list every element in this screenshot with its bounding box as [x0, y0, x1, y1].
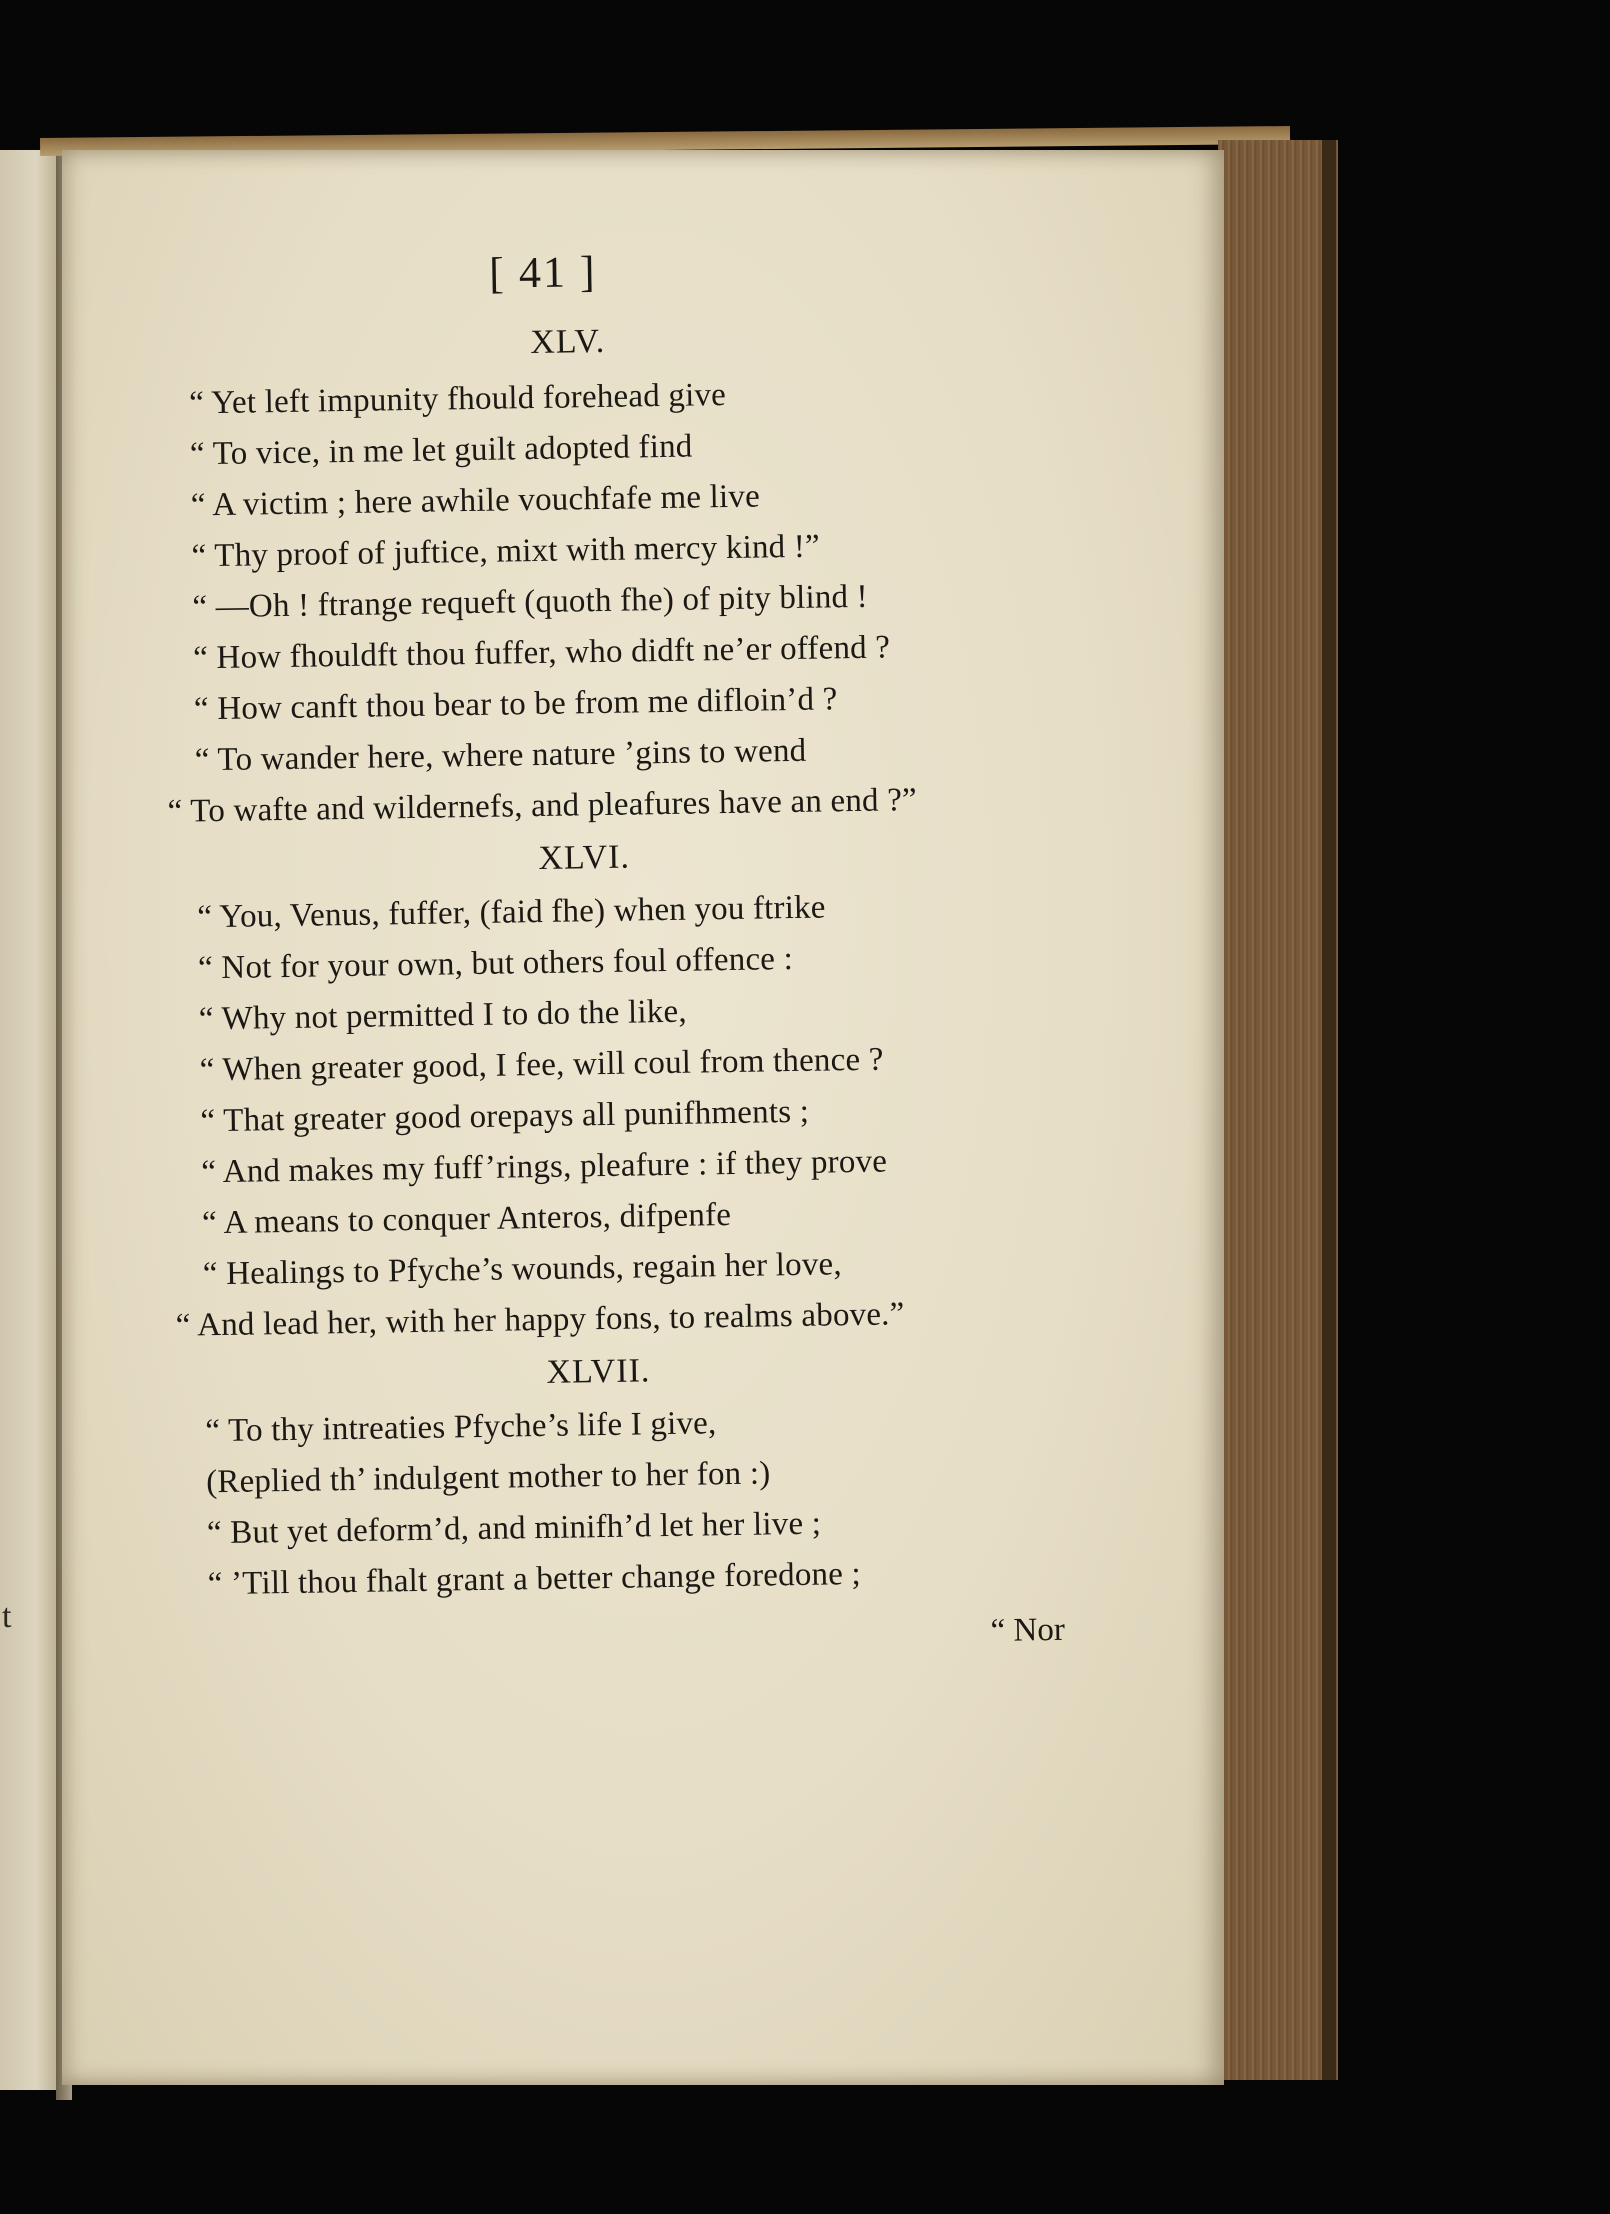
verse-line: “ ’Till thou fhalt grant a better change foredone ;: [207, 1556, 862, 1603]
verse-line: “ To thy intreaties Pfyche’s life I give,: [205, 1405, 717, 1450]
left-page-edge: [0, 150, 60, 2090]
verse-line: “ How fhouldft thou fuffer, who didft ne’er offend ?: [192, 629, 891, 677]
book-cover-edge: [1322, 140, 1336, 2080]
stanza-heading: XLVII.: [546, 1352, 651, 1391]
verse-line: “ But yet deform’d, and minifh’d let her live ;: [206, 1505, 822, 1552]
verse-line: “ How canft thou bear to be from me difloin’d ?: [193, 681, 838, 728]
verse-line: “ A victim ; here awhile vouchfafe me live: [190, 478, 761, 524]
verse-line: “ Yet left impunity fhould forehead give: [188, 376, 727, 422]
verse-line: “ That greater good orepays all punifhments ;: [200, 1093, 810, 1140]
verse-line: “ And makes my fuff’rings, pleafure : if they prove: [201, 1143, 888, 1191]
page-text: [57, 141, 1249, 2094]
catchword: “ Nor: [990, 1611, 1066, 1649]
page-number: [ 41 ]: [488, 247, 597, 298]
stanza-heading: XLVI.: [538, 838, 631, 877]
verse-line: “ When greater good, I fee, will coul from thence ?: [199, 1041, 884, 1089]
stanza-heading: XLV.: [530, 322, 606, 362]
verse-line: “ Healings to Pfyche’s wounds, regain her love,: [202, 1246, 843, 1293]
book-page: [62, 150, 1224, 2085]
verse-line: “ You, Venus, fuffer, (faid fhe) when you ftrike: [197, 889, 826, 936]
verse-line: “ Why not permitted I to do the like,: [198, 993, 688, 1038]
verse-line: “ Thy proof of juftice, mixt with mercy kind !”: [191, 528, 821, 575]
verse-line: “ To wafte and wildernefs, and pleafures have an end ?”: [167, 782, 918, 830]
verse-line: (Replied th’ indulgent mother to her fon :): [205, 1455, 771, 1501]
verse-line: “ —Oh ! ftrange requeft (quoth fhe) of pity blind !: [192, 578, 869, 626]
verse-line: “ A means to conquer Anteros, difpenfe: [201, 1197, 732, 1242]
verse-line: “ And lead her, with her happy fons, to realms above.”: [175, 1296, 905, 1344]
verse-line: “ To vice, in me let guilt adopted find: [189, 428, 693, 473]
verse-line: “ To wander here, where nature ’gins to wend: [194, 732, 807, 779]
verse-line: “ Not for your own, but others foul offence :: [197, 941, 794, 987]
left-page-fragment: t: [2, 1598, 12, 1635]
